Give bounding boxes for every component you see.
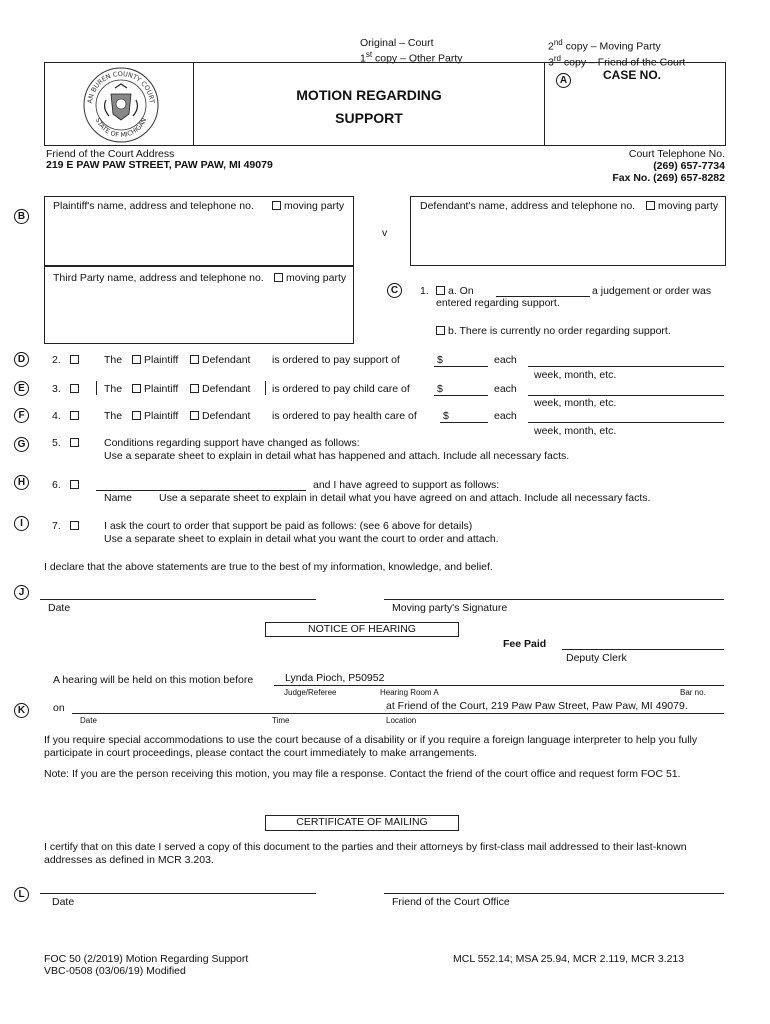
item2-period-line[interactable]: [528, 366, 724, 367]
marker-a: A: [556, 73, 571, 88]
item3-amount-line[interactable]: [434, 395, 488, 396]
foc-office-line[interactable]: [384, 893, 724, 894]
sign-date-line[interactable]: [40, 599, 316, 600]
court-phone: (269) 657-7734: [653, 160, 725, 172]
plaintiff-label: Plaintiff's name, address and telephone no.: [53, 200, 254, 212]
plaintiff-moving-party[interactable]: moving party: [272, 200, 344, 212]
hearing-date-label: Date: [80, 716, 97, 725]
defendant-moving-checkbox[interactable]: [646, 201, 655, 210]
third-party-label: Third Party name, address and telephone no.: [53, 272, 264, 284]
signature-line[interactable]: [384, 599, 724, 600]
item4-plaintiff[interactable]: Plaintiff: [132, 410, 178, 422]
item4-dollar: $: [443, 410, 449, 422]
marker-k: K: [14, 703, 29, 718]
court-seal: [82, 66, 160, 144]
judge-name: Lynda Pioch, P50952: [285, 672, 385, 684]
item4-checkbox[interactable]: [70, 411, 79, 420]
declaration: I declare that the above statements are true to the best of my information, knowledge, and belief.: [44, 561, 493, 573]
marker-j: J: [14, 585, 29, 600]
foc-office-label: Friend of the Court Office: [392, 896, 510, 908]
item7-text: I ask the court to order that support be paid as follows: (see 6 above for details) Use a separate sheet to explain in detail what you want the court to order and attach.: [104, 520, 499, 545]
hearing-held-text: A hearing will be held on this motion before: [53, 674, 254, 686]
defendant-label: Defendant's name, address and telephone no.: [420, 200, 636, 212]
item4-period-label: week, month, etc.: [534, 425, 617, 437]
item2-text: is ordered to pay support of: [272, 354, 400, 366]
item3-bar-left: [96, 381, 97, 395]
judge-label: Judge/Referee: [284, 688, 337, 697]
marker-g: G: [14, 437, 29, 452]
fee-paid-label: Fee Paid: [503, 638, 547, 650]
item3-plaintiff[interactable]: Plaintiff: [132, 383, 178, 395]
seal-icon: [82, 66, 160, 144]
item4-number[interactable]: 4.: [52, 410, 82, 422]
bar-number-label: Bar no.: [680, 688, 706, 697]
item7-number[interactable]: 7.: [52, 520, 82, 532]
item6-text-a: and I have agreed to support as follows:: [313, 479, 500, 491]
third-moving-checkbox[interactable]: [274, 273, 283, 282]
svg-text:VAN BUREN COUNTY COURTS: AN BUREN COUNTY COURT: [85, 69, 156, 104]
item1-a[interactable]: a. On: [436, 285, 474, 297]
item3-the: The: [104, 383, 123, 395]
item6-name-line[interactable]: [96, 490, 306, 491]
item2-period-label: week, month, etc.: [534, 369, 617, 381]
marker-h: H: [14, 475, 29, 490]
fee-paid-line[interactable]: [562, 649, 724, 650]
versus-label: v: [382, 227, 388, 239]
item3-defendant[interactable]: Defendant: [190, 383, 250, 395]
court-fax: Fax No. (269) 657-8282: [612, 172, 725, 184]
copy-distribution-left: [360, 37, 463, 65]
certificate-of-mailing-title: CERTIFICATE OF MAILING: [265, 815, 459, 831]
hearing-date-line[interactable]: [72, 713, 724, 714]
mailing-date-line[interactable]: [40, 893, 316, 894]
notice-of-hearing-title: NOTICE OF HEARING: [265, 622, 459, 637]
marker-l: L: [14, 887, 29, 902]
footer-references: MCL 552.14; MSA 25.94, MCR 2.119, MCR 3.213: [453, 953, 685, 965]
item3-each: each: [494, 383, 517, 395]
item1-b[interactable]: b. There is currently no order regarding support.: [436, 325, 671, 337]
item4-defendant-checkbox[interactable]: [190, 411, 199, 420]
item2-defendant-checkbox[interactable]: [190, 355, 199, 364]
defendant-moving-party[interactable]: moving party: [646, 200, 718, 212]
item4-plaintiff-checkbox[interactable]: [132, 411, 141, 420]
hearing-room-label: Hearing Room A: [380, 688, 439, 697]
third-party-moving-party[interactable]: moving party: [274, 272, 346, 284]
foc-address-label: Friend of the Court Address: [46, 148, 175, 160]
marker-c: C: [387, 283, 402, 298]
foc-phone-block: [520, 148, 725, 184]
copy-second: 2nd copy – Moving Party: [548, 38, 661, 53]
item3-number[interactable]: 3.: [52, 383, 82, 395]
item6-name-label: Name: [104, 492, 133, 504]
marker-i: I: [14, 516, 29, 531]
copy-third: 3rd copy – Friend of the Court: [548, 53, 686, 68]
item6-checkbox[interactable]: [70, 480, 79, 489]
item5-number[interactable]: 5.: [52, 437, 82, 449]
mailing-date-label: Date: [52, 896, 75, 908]
copy-original: Original – Court: [360, 37, 434, 49]
marker-e: E: [14, 381, 29, 396]
judge-line[interactable]: [274, 685, 724, 686]
item3-period-line[interactable]: [528, 395, 724, 396]
mailing-certification: I certify that on this date I served a copy of this document to the parties and their attorneys by first-class mail addressed to their last-known addresses as defined in MCR 3.203.: [44, 841, 687, 866]
item5-text: Conditions regarding support have changed as follows: Use a separate sheet to explain in detail what has happened and attach. Include all necessary facts.: [104, 437, 570, 462]
item3-plaintiff-checkbox[interactable]: [132, 384, 141, 393]
item7-checkbox[interactable]: [70, 521, 79, 530]
marker-f: F: [14, 408, 29, 423]
item2-defendant[interactable]: Defendant: [190, 354, 250, 366]
item2-plaintiff-checkbox[interactable]: [132, 355, 141, 364]
marker-b: B: [14, 209, 29, 224]
plaintiff-moving-checkbox[interactable]: [272, 201, 281, 210]
svg-text:STATE OF MICHIGAN: STATE OF MICHIGAN: [93, 116, 149, 140]
item4-the: The: [104, 410, 123, 422]
item1b-checkbox[interactable]: [436, 326, 445, 335]
hearing-on-label: on: [53, 702, 65, 714]
item2-amount-line[interactable]: [434, 366, 488, 367]
item2-plaintiff[interactable]: Plaintiff: [132, 354, 178, 366]
item5-checkbox[interactable]: [70, 438, 79, 447]
item3-dollar: $: [437, 383, 443, 395]
item4-amount-line[interactable]: [440, 422, 488, 423]
item4-defendant[interactable]: Defendant: [190, 410, 250, 422]
item6-number[interactable]: 6.: [52, 479, 82, 491]
item2-each: each: [494, 354, 517, 366]
item4-text: is ordered to pay health care of: [272, 410, 417, 422]
footer-form: FOC 50 (2/2019) Motion Regarding Support VBC-0508 (03/06/19) Modified: [44, 953, 249, 977]
item1a-rest: a judgement or order was: [592, 285, 712, 297]
court-phone-label: Court Telephone No.: [628, 148, 725, 160]
case-number-label: CASE NO.: [603, 68, 662, 82]
hearing-location: at Friend of the Court, 219 Paw Paw Street, Paw Paw, MI 49079.: [386, 700, 688, 712]
item2-checkbox[interactable]: [70, 355, 79, 364]
item3-checkbox[interactable]: [70, 384, 79, 393]
item4-each: each: [494, 410, 517, 422]
item1a-checkbox[interactable]: [436, 286, 445, 295]
form-title: MOTION REGARDING SUPPORT: [296, 87, 442, 126]
deputy-clerk-label: Deputy Clerk: [566, 652, 627, 664]
copy-first: 1st copy – Other Party: [360, 50, 463, 65]
hearing-location-label: Location: [386, 716, 417, 725]
item3-period-label: week, month, etc.: [534, 397, 617, 409]
item1a-line2: entered regarding support.: [436, 297, 560, 309]
item2-dollar: $: [437, 354, 443, 366]
item3-bar-right: [265, 381, 266, 395]
foc-address: 219 E PAW PAW STREET, PAW PAW, MI 49079: [46, 159, 273, 171]
item4-period-line[interactable]: [528, 422, 724, 423]
header-divider-2: [544, 62, 545, 146]
item2-the: The: [104, 354, 123, 366]
item6-text-b: Use a separate sheet to explain in detail what you have agreed on and attach. Include all necessary facts.: [159, 492, 651, 504]
item3-text: is ordered to pay child care of: [272, 383, 410, 395]
response-note: Note: If you are the person receiving this motion, you may file a response. Contact the friend of the court office and request form FOC 51.: [44, 768, 681, 780]
item2-number[interactable]: 2.: [52, 354, 82, 366]
sign-date-label: Date: [48, 602, 71, 614]
item1-number: 1.: [420, 285, 429, 297]
marker-d: D: [14, 352, 29, 367]
signature-label: Moving party's Signature: [392, 602, 508, 614]
hearing-time-label: Time: [272, 716, 290, 725]
accommodation-notice: If you require special accommodations to use the court because of a disability or if you require a foreign language interpreter to help you fully participate in court proceedings, please contact the court immediately to make arrangements.: [44, 734, 698, 759]
item3-defendant-checkbox[interactable]: [190, 384, 199, 393]
